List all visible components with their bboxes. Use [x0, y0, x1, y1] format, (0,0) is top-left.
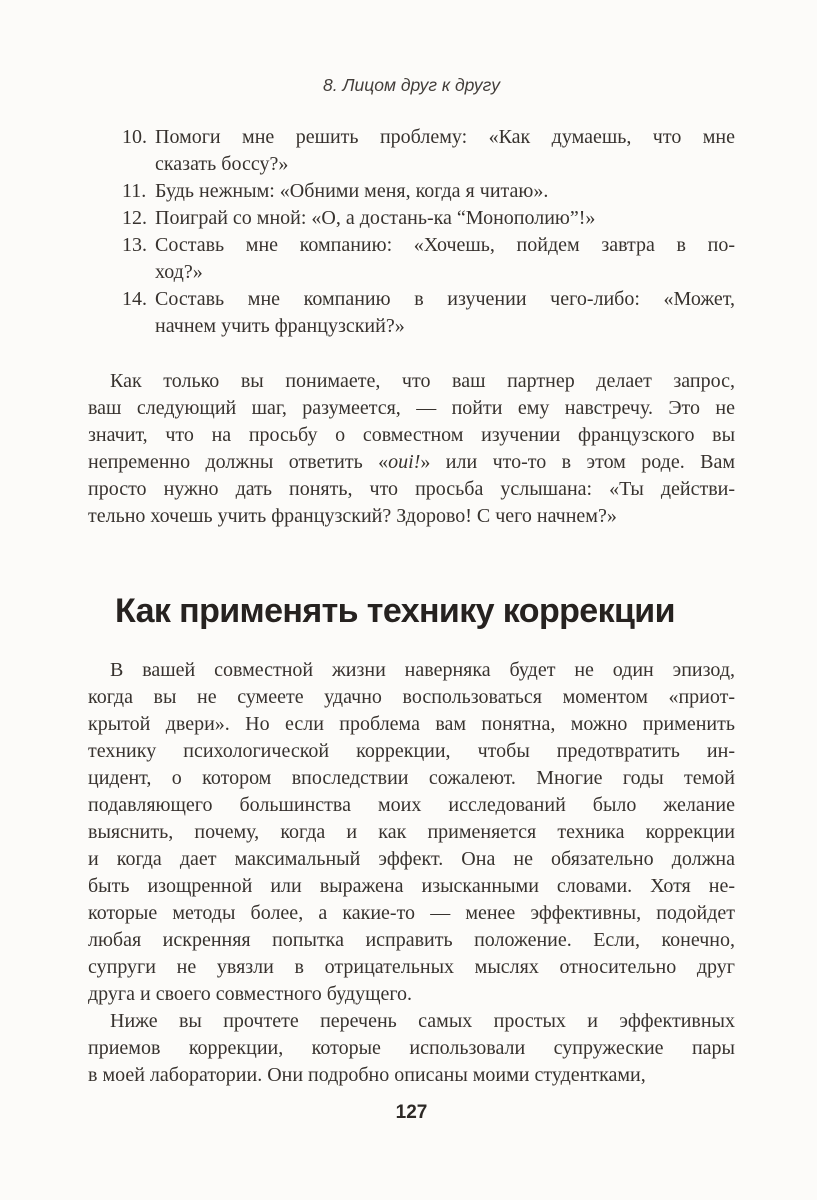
text-segment: непременно должны ответить « — [88, 451, 389, 473]
paragraph-intro — [88, 368, 735, 530]
text-line: технику психологической коррекции, чтобы предотвратить ин- — [88, 740, 735, 762]
text-line: Поиграй со мной: «О, а достань-ка “Монополию”!» — [155, 207, 596, 229]
text-line: которые методы более, а какие-то — менее эффективны, подойдет — [88, 902, 735, 924]
text-line: когда вы не сумеете удачно воспользоваться моментом «приот- — [88, 686, 735, 708]
list-item — [122, 124, 735, 178]
text-line: тельно хочешь учить французский? Здорово! С чего начнем?» — [88, 505, 617, 527]
text-line: приемов коррекции, которые использовали супружеские пары — [88, 1037, 735, 1059]
text-line: Составь мне компанию: «Хочешь, пойдем завтра в по- — [155, 234, 735, 256]
text-line: цидент, о котором впоследствии сожалеют. Многие годы темой — [88, 767, 735, 789]
text-line: Будь нежным: «Обними меня, когда я читаю». — [155, 180, 549, 202]
list-item-text — [155, 205, 735, 232]
text-line: Составь мне компанию в изучении чего-либо: «Может, — [155, 288, 735, 310]
list-item — [122, 232, 735, 286]
text-line: супруги не увязли в отрицательных мыслях относительно друг — [88, 956, 735, 978]
text-line: В вашей совместной жизни наверняка будет не один эпизод, — [110, 659, 735, 681]
paragraph-body — [88, 657, 735, 1008]
italic-phrase: oui! — [388, 451, 421, 473]
text-line: выяснить, почему, когда и как применяется техника коррекции — [88, 821, 735, 843]
list-item-number: 14. — [122, 288, 147, 310]
text-line: сказать боссу?» — [155, 153, 289, 175]
list-item-number: 13. — [122, 234, 147, 256]
text-line: друга и своего совместного будущего. — [88, 983, 413, 1005]
section-heading: Как применять технику коррекции — [115, 592, 675, 630]
text-line: Ниже вы прочтете перечень самых простых и эффективных — [110, 1010, 735, 1032]
list-item-number: 12. — [122, 207, 147, 229]
list-item-number: 11. — [122, 180, 147, 202]
paragraph-closing — [88, 1008, 735, 1089]
text-line: начнем учить французский?» — [155, 315, 405, 337]
page-content — [88, 0, 735, 1200]
list-item-text — [155, 124, 735, 178]
text-line: ход?» — [155, 261, 203, 283]
text-line: быть изощренной или выражена изысканными словами. Хотя не- — [88, 875, 735, 897]
text-line: Как только вы понимаете, что ваш партнер делает запрос, — [110, 370, 735, 392]
list-item — [122, 286, 735, 340]
text-line: крытой двери». Но если проблема вам понятна, можно применить — [88, 713, 735, 735]
list-item-text — [155, 232, 735, 286]
text-line: значит, что на просьбу о совместном изучении французского вы — [88, 424, 735, 446]
list-item-text — [155, 178, 735, 205]
list-item — [122, 178, 735, 205]
list-item-number: 10. — [122, 126, 147, 148]
text-line: в моей лаборатории. Они подробно описаны моими студентками, — [88, 1064, 646, 1086]
text-line: подавляющего большинства моих исследований было желание — [88, 794, 735, 816]
text-line: любая искренняя попытка исправить положение. Если, конечно, — [88, 929, 735, 951]
text-line: просто нужно дать понять, что просьба услышана: «Ты действи- — [88, 478, 735, 500]
text-segment: » или что-то в этом роде. Вам — [420, 451, 735, 473]
request-list — [122, 124, 735, 340]
text-line — [88, 449, 735, 476]
list-item — [122, 205, 735, 232]
running-header: 8. Лицом друг к другу — [323, 75, 500, 95]
text-line: Помоги мне решить проблему: «Как думаешь, что мне — [155, 126, 735, 148]
page-number: 127 — [395, 1102, 428, 1123]
text-line: ваш следующий шаг, разумеется, — пойти ему навстречу. Это не — [88, 397, 735, 419]
text-line: и когда дает максимальный эффект. Она не обязательно должна — [88, 848, 735, 870]
list-item-text — [155, 286, 735, 340]
